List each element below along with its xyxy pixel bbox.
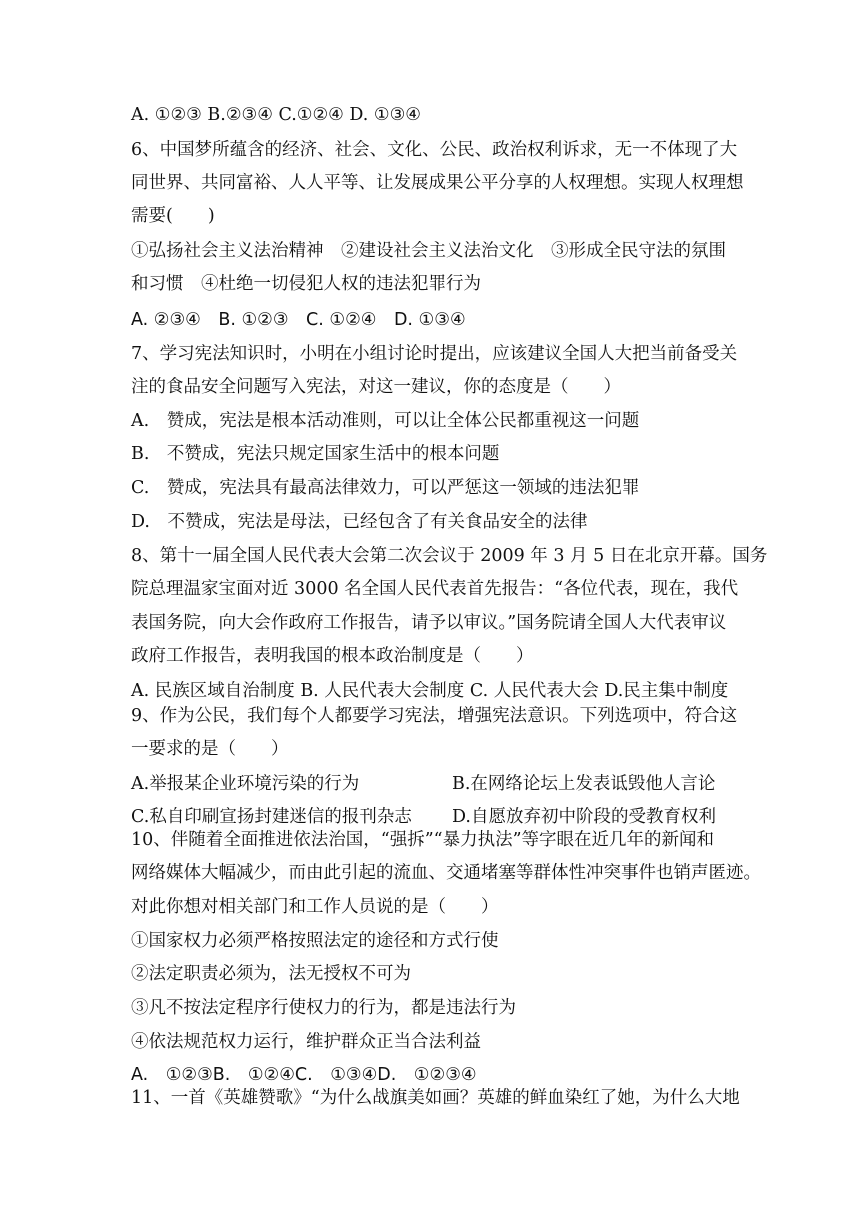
q9-options-row-2: [131, 806, 716, 828]
q8-options: A. 民族区域自治制度 B. 人民代表大会制度 C. 人民代表大会 D.民主集中制度: [131, 681, 729, 701]
q9-stem-line-2: 一要求的是（ ）: [131, 739, 289, 759]
q9-option-c: C.私自印刷宣扬封建迷信的报刊杂志: [131, 807, 412, 827]
q9-option-d: D.自愿放弃初中阶段的受教育权利: [452, 807, 716, 827]
q9-option-a: A.举报某企业环境污染的行为: [131, 774, 360, 794]
q9-option-b: B.在网络论坛上发表诋毁他人言论: [452, 774, 716, 794]
q10-statement-1: ①国家权力必须严格按照法定的途径和方式行使: [131, 931, 499, 951]
q10-stem-line-2: 网络媒体大幅减少，而由此引起的流血、交通堵塞等群体性冲突事件也销声匿迹。: [131, 863, 761, 883]
q11-stem-line-1: 11、一首《英雄赞歌》“为什么战旗美如画？英雄的鲜血染红了她，为什么大地: [131, 1088, 740, 1108]
q8-stem-line-3: 表国务院，向大会作政府工作报告，请予以审议。”国务院请全国人大代表审议: [131, 613, 727, 633]
q10-stem-line-1: 10、伴随着全面推进依法治国，“强拆”“暴力执法”等字眼在近几年的新闻和: [131, 830, 715, 850]
q8-stem-line-2: 院总理温家宝面对近 3000 名全国人民代表首先报告：“各位代表，现在，我代: [131, 579, 739, 599]
q8-stem-line-1: 8、第十一届全国人民代表大会第二次会议于 2009 年 3 月 5 日在北京开幕。国务: [131, 546, 768, 566]
q5-options: A. ①②③ B.②③④ C.①②④ D. ①③④: [131, 105, 421, 125]
q9-stem-line-1: 9、作为公民，我们每个人都要学习宪法，增强宪法意识。下列选项中，符合这: [131, 706, 738, 726]
q10-statement-3: ③凡不按法定程序行使权力的行为，都是违法行为: [131, 998, 516, 1018]
q6-statements-line-1: ①弘扬社会主义法治精神 ②建设社会主义法治文化 ③形成全民守法的氛围: [131, 241, 726, 261]
q10-options: A. ①②③B. ①②④C. ①③④D. ①②③④: [131, 1065, 477, 1085]
q6-statements-line-2: 和习惯 ④杜绝一切侵犯人权的违法犯罪行为: [131, 274, 481, 294]
q7-stem-line-1: 7、学习宪法知识时，小明在小组讨论时提出，应该建议全国人大把当前备受关: [131, 344, 738, 364]
q7-option-d: D. 不赞成，宪法是母法，已经包含了有关食品安全的法律: [131, 512, 588, 532]
q10-stem-line-3: 对此你想对相关部门和工作人员说的是（ ）: [131, 897, 499, 917]
q10-statement-2: ②法定职责必须为，法无授权不可为: [131, 964, 411, 984]
q6-stem-line-3: 需要( ): [131, 206, 215, 226]
q6-options: A. ②③④ B. ①②③ C. ①②④ D. ①③④: [131, 310, 466, 330]
q7-option-c: C. 赞成，宪法具有最高法律效力，可以严惩这一领域的违法犯罪: [131, 478, 640, 498]
q6-stem-line-1: 6、中国梦所蕴含的经济、社会、文化、公民、政治权利诉求，无一不体现了大: [131, 140, 738, 160]
q9-options-row-1: [131, 773, 716, 795]
q7-option-b: B. 不赞成，宪法只规定国家生活中的根本问题: [131, 444, 500, 464]
q7-stem-line-2: 注的食品安全问题写入宪法，对这一建议，你的态度是（ ）: [131, 377, 621, 397]
q7-option-a: A. 赞成，宪法是根本活动准则，可以让全体公民都重视这一问题: [131, 411, 640, 431]
q10-statement-4: ④依法规范权力运行，维护群众正当合法利益: [131, 1032, 481, 1052]
q8-stem-line-4: 政府工作报告，表明我国的根本政治制度是（ ）: [131, 646, 534, 666]
q6-stem-line-2: 同世界、共同富裕、人人平等、让发展成果公平分享的人权理想。实现人权理想: [131, 173, 744, 193]
